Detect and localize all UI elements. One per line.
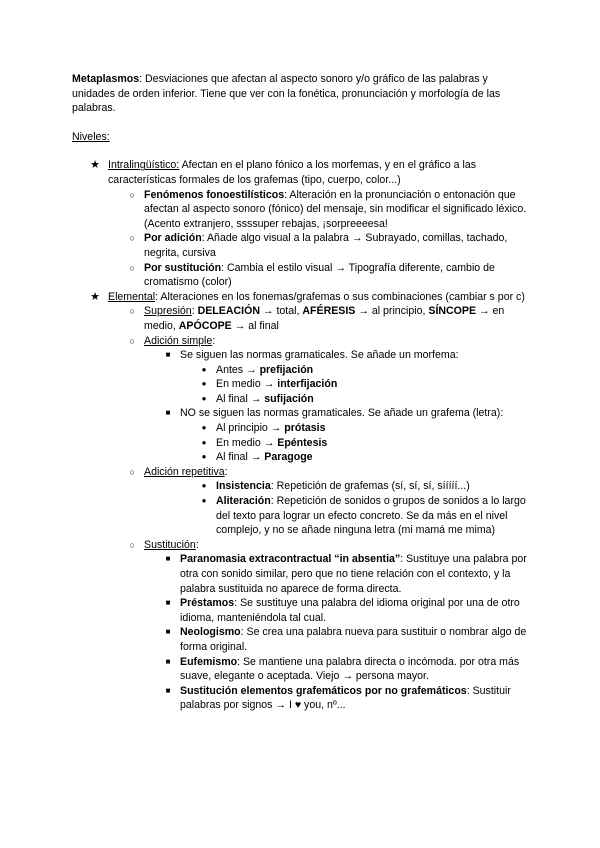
adicion-simple-label: Adición simple <box>144 334 213 347</box>
dot-bullet: ● <box>201 481 207 491</box>
aliteracion-label: Aliteración <box>216 495 271 508</box>
elemental-item <box>72 290 530 305</box>
square-bullet: ■ <box>165 350 171 360</box>
grafematicos-item <box>72 684 530 713</box>
aliteracion-text: : Repetición de sonidos o grupos de sonidos a lo largo del texto para lograr un efecto concreto. Se da más en el nivel complejo, y no se añade ninguna letra (mi mamá me mima) <box>216 495 526 537</box>
square-bullet: ■ <box>165 554 171 564</box>
dot-bullet: ● <box>201 379 207 389</box>
sustitucion-colon: : <box>195 538 199 551</box>
apocope-term: APÓCOPE <box>178 319 232 332</box>
adicion-simple-item <box>72 334 530 349</box>
sustitucion-item <box>72 538 530 553</box>
intralinguistico-text: Afectan en el plano fónico a los morfemas, y en el gráfico a las características formales de los grafemas (tipo, cuerpo, color...) <box>108 159 477 186</box>
elemental-text: : Alteraciones en los fonemas/grafemas o sus combinaciones (cambiar s por c) <box>155 290 525 303</box>
insistencia-item <box>72 479 530 494</box>
supresion-text-5: → al final <box>231 319 279 332</box>
star-bullet: ★ <box>90 159 100 172</box>
supresion-item <box>72 304 530 333</box>
neologismo-text: : Se crea una palabra nueva para sustituir o nombrar algo de forma original. <box>180 626 527 653</box>
por-adicion-item <box>72 231 530 260</box>
square-bullet: ■ <box>165 408 171 418</box>
adicion-repetitiva-item <box>72 465 530 480</box>
morfema-subitem <box>72 377 530 392</box>
por-sustitucion-item <box>72 261 530 290</box>
fenomenos-item <box>72 188 530 232</box>
paragoge-term: Paragoge <box>264 451 313 464</box>
adicion-repetitiva-colon: : <box>224 465 228 478</box>
aferesis-term: AFÉRESIS <box>302 305 356 318</box>
insistencia-label: Insistencia <box>216 480 271 493</box>
dot-bullet: ● <box>201 423 207 433</box>
insistencia-text: : Repetición de grafemas (sí, sí, sí, sííííí...) <box>270 480 470 493</box>
por-sustitucion-text: : Cambia el estilo visual → Tipografía diferente, cambio de cromatismo (color) <box>144 261 495 289</box>
sincope-term: SÍNCOPE <box>428 305 477 318</box>
circle-bullet: ○ <box>129 262 135 273</box>
morfema-subitem-pre: En medio → <box>216 378 278 391</box>
intralinguistico-item <box>72 158 530 187</box>
grafema-subitem <box>72 450 530 465</box>
protasis-term: prótasis <box>284 422 326 435</box>
morfema-subitem-pre: Al final → <box>216 392 265 405</box>
square-bullet: ■ <box>165 685 171 695</box>
fenomenos-text: : Alteración en la pronunciación o entonación que afectan al aspecto sonoro (fónico) del mensaje, sin modificar el significado léxico. (Acento extranjero, ssssuper rebajas, ¡sorpreeeesa! <box>144 188 527 230</box>
por-sustitucion-label: Por sustitución <box>144 261 222 274</box>
grafema-subitem-pre: Al final → <box>216 451 265 464</box>
grafema-text: NO se siguen las normas gramaticales. Se añade un grafema (letra): <box>180 407 504 420</box>
aliteracion-item <box>72 494 530 538</box>
por-adicion-label: Por adición <box>144 232 202 245</box>
paranomasia-label: Paranomasia extracontractual “in absentia” <box>180 553 401 566</box>
sustitucion-label: Sustitución <box>144 538 196 551</box>
prestamos-item <box>72 596 530 625</box>
neologismo-label: Neologismo <box>180 626 241 639</box>
prestamos-label: Préstamos <box>180 597 235 610</box>
prefijacion-term: prefijación <box>259 363 314 376</box>
deleacion-term: DELEACIÓN <box>197 305 260 318</box>
intro-paragraph <box>72 72 530 116</box>
adicion-repetitiva-label: Adición repetitiva <box>144 465 225 478</box>
morfema-text: Se siguen las normas gramaticales. Se añade un morfema: <box>180 349 459 362</box>
circle-bullet: ○ <box>129 233 135 244</box>
dot-bullet: ● <box>201 364 207 374</box>
circle-bullet: ○ <box>129 189 135 200</box>
square-bullet: ■ <box>165 627 171 637</box>
supresion-label: Supresión <box>144 305 192 318</box>
dot-bullet: ● <box>201 437 207 447</box>
morfema-subitem <box>72 363 530 378</box>
dot-bullet: ● <box>201 393 207 403</box>
epentesis-term: Epéntesis <box>277 436 328 449</box>
document-page <box>72 72 530 713</box>
por-adicion-text: : Añade algo visual a la palabra → Subrayado, comillas, tachado, negrita, cursiva <box>144 232 508 259</box>
grafema-subitem <box>72 421 530 436</box>
morfema-subitem <box>72 392 530 407</box>
adicion-simple-colon: : <box>212 334 216 347</box>
prestamos-text: : Se sustituye una palabra del idioma original por una de otro idioma, manteniéndola tal cual. <box>180 597 520 624</box>
elemental-label: Elemental <box>108 290 156 303</box>
metaplasmos-colon: : <box>139 73 143 85</box>
interfijacion-term: interfijación <box>277 378 338 391</box>
circle-bullet: ○ <box>129 335 135 346</box>
morfema-subitem-pre: Antes → <box>216 363 260 376</box>
star-bullet: ★ <box>90 290 100 303</box>
grafema-item <box>72 406 530 421</box>
supresion-text-4: → en medio, <box>144 305 505 332</box>
circle-bullet: ○ <box>129 306 135 317</box>
eufemismo-label: Eufemismo <box>180 655 238 668</box>
eufemismo-text: : Se mantiene una palabra directa o incómoda. por otra más suave, elegante o aceptada. Viejo → persona mayor. <box>180 655 520 683</box>
eufemismo-item <box>72 655 530 684</box>
supresion-text-3: → al principio, <box>355 305 429 318</box>
metaplasmos-definition: Desviaciones que afectan al aspecto sonoro y/o gráfico de las palabras y unidades de orden inferior. Tiene que ver con la fonética, pronunciación y morfología de las palabras. <box>72 73 501 115</box>
sufijacion-term: sufijación <box>264 392 314 405</box>
circle-bullet: ○ <box>129 539 135 550</box>
square-bullet: ■ <box>165 656 171 666</box>
niveles-label: Niveles: <box>72 130 110 143</box>
morfema-item <box>72 348 530 363</box>
grafematicos-label: Sustitución elementos grafemáticos por no grafemáticos <box>180 684 467 697</box>
niveles-heading <box>72 130 530 145</box>
grafema-subitem-pre: Al principio → <box>216 422 285 435</box>
fenomenos-label: Fenómenos fonoestilísticos <box>144 188 285 201</box>
circle-bullet: ○ <box>129 466 135 477</box>
square-bullet: ■ <box>165 598 171 608</box>
paranomasia-item <box>72 552 530 596</box>
grafema-subitem-pre: En medio → <box>216 436 278 449</box>
grafema-subitem <box>72 436 530 451</box>
dot-bullet: ● <box>201 452 207 462</box>
supresion-text-2: → total, <box>259 305 303 318</box>
intralinguistico-label: Intralingüístico: <box>108 159 180 172</box>
metaplasmos-term: Metaplasmos <box>72 73 140 85</box>
neologismo-item <box>72 625 530 654</box>
supresion-text-1: : <box>191 305 198 318</box>
grafematicos-text: : Sustituir palabras por signos → I ♥ you, nº... <box>180 684 511 712</box>
paranomasia-text: : Sustituye una palabra por otra con sonido similar, pero que no tiene relación con el contexto, y la palabra sustituida no aparece de forma directa. <box>180 553 527 595</box>
dot-bullet: ● <box>201 496 207 506</box>
